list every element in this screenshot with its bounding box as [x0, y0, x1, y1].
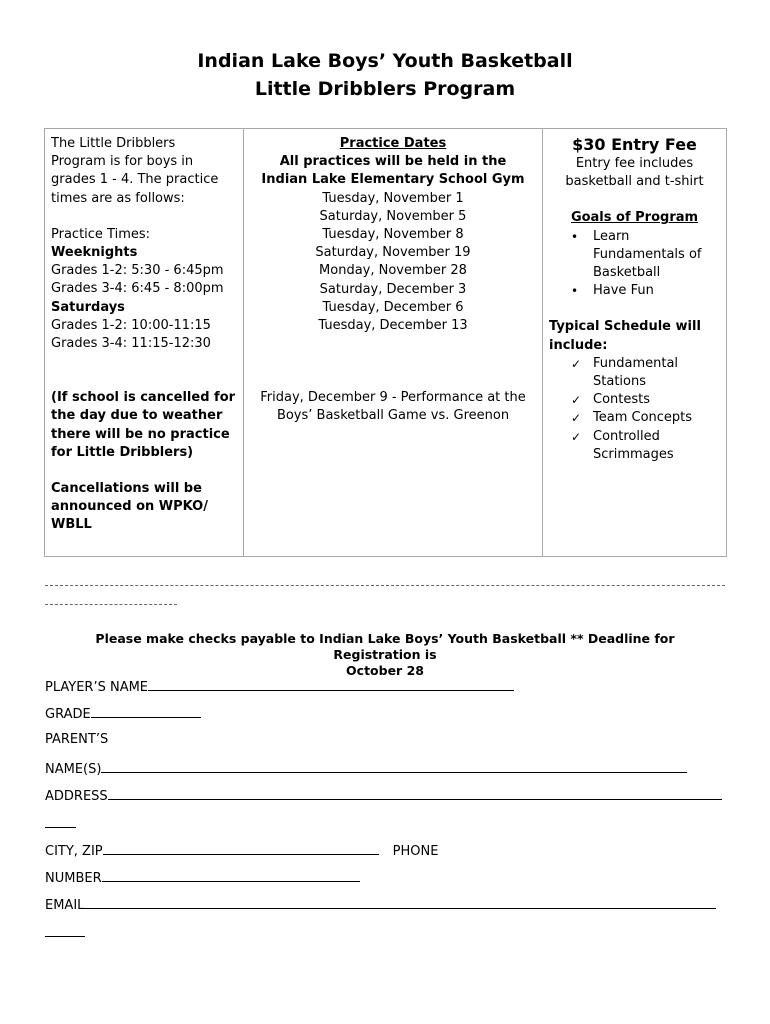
city-zip-label: CITY, ZIP [45, 844, 103, 859]
goals-list [549, 228, 720, 301]
goal-item: • Have Fun [569, 282, 720, 300]
schedule-list [549, 355, 720, 464]
entry-fee: $30 Entry Fee [572, 135, 697, 154]
practice-location: All practices will be held in the Indian Lake Elementary School Gym [261, 154, 525, 188]
player-name-line[interactable] [148, 678, 514, 691]
checkmark-icon: ✓ [571, 393, 582, 408]
practice-dates-heading: Practice Dates [339, 136, 447, 151]
phone-label: PHONE [392, 844, 439, 859]
player-name-field[interactable] [45, 678, 514, 696]
practice-times-label: Practice Times: [51, 226, 151, 242]
player-name-label: PLAYER’S NAME [45, 680, 149, 695]
fee-goals-cell [543, 129, 727, 557]
tear-off-line [45, 585, 725, 586]
schedule-heading: Typical Schedule will include: [549, 319, 701, 353]
email-field[interactable] [45, 896, 716, 914]
practice-date: Saturday, November 5 [319, 208, 467, 224]
schedule-item: ✓ Fundamental Stations [571, 355, 679, 390]
address-field[interactable] [45, 787, 722, 805]
practice-date: Saturday, November 19 [315, 245, 471, 261]
cancellation-note: (If school is cancelled for the day due to weather there will be no practice for Little Dribblers) [51, 390, 236, 460]
cancellation-announcement: Cancellations will be announced on WPKO/ WBLL [51, 481, 208, 533]
bullet-icon: • [571, 284, 579, 299]
checkmark-icon: ✓ [571, 429, 582, 444]
parent-names-field[interactable] [45, 760, 687, 778]
intro-text: The Little Dribblers Program is for boys in grades 1 - 4. The practice times are as follows: [51, 136, 219, 206]
email-line[interactable] [84, 896, 716, 909]
address-line[interactable] [108, 787, 722, 800]
practice-date: Tuesday, December 13 [318, 318, 468, 334]
grade-field[interactable] [45, 705, 201, 723]
schedule-item: ✓ Team Concepts [569, 409, 720, 427]
phone-number-label: NUMBER [45, 871, 102, 886]
email-line-continued[interactable] [45, 924, 85, 937]
email-label: EMAIL [45, 898, 85, 913]
program-info-table [44, 128, 727, 557]
practice-date: Monday, November 28 [319, 263, 467, 279]
email-continuation[interactable] [45, 924, 85, 942]
parent-names-line[interactable] [101, 760, 687, 773]
weeknights-label: Weeknights [51, 245, 138, 261]
address-line-continued[interactable] [45, 815, 76, 828]
schedule-item: ✓ Contests [569, 391, 720, 409]
saturday-time: Grades 3-4: 11:15-12:30 [51, 336, 211, 352]
grade-label: GRADE [45, 707, 91, 722]
city-zip-field[interactable] [45, 842, 438, 860]
practice-dates-cell [244, 129, 543, 557]
practice-date: Tuesday, November 8 [322, 227, 464, 243]
program-details-cell [45, 129, 244, 557]
tear-off-line [45, 604, 177, 605]
checkmark-icon: ✓ [571, 411, 582, 426]
performance-note: Friday, December 9 - Performance at the Boys’ Basketball Game vs. Greenon [260, 390, 526, 424]
weeknight-time: Grades 3-4: 6:45 - 8:00pm [51, 281, 224, 297]
address-continuation[interactable] [45, 815, 76, 833]
address-label: ADDRESS [45, 789, 108, 804]
weeknight-time: Grades 1-2: 5:30 - 6:45pm [51, 263, 224, 279]
goals-heading: Goals of Program [570, 210, 699, 226]
saturday-time: Grades 1-2: 10:00-11:15 [51, 317, 211, 333]
saturdays-label: Saturdays [51, 299, 125, 315]
checkmark-icon: ✓ [571, 356, 582, 371]
practice-date: Saturday, December 3 [319, 281, 467, 297]
flyer-subtitle: Little Dribblers Program [254, 78, 516, 100]
city-zip-line[interactable] [103, 842, 379, 855]
flyer-title: Indian Lake Boys’ Youth Basketball [197, 50, 573, 72]
grade-line[interactable] [91, 705, 201, 718]
phone-number-line[interactable] [102, 869, 360, 882]
parent-names-label: NAME(S) [45, 762, 102, 777]
payment-note: Please make checks payable to Indian Lake Boys’ Youth Basketball ** Deadline for Registration is October 28 [95, 631, 675, 678]
phone-number-field[interactable] [45, 869, 360, 887]
entry-fee-description: Entry fee includes basketball and t-shirt [565, 156, 704, 190]
schedule-item: ✓ Controlled Scrimmages [571, 428, 674, 462]
goal-item: • Learn Fundamentals of Basketball [571, 228, 702, 281]
practice-date: Tuesday, December 6 [322, 299, 464, 315]
practice-date: Tuesday, November 1 [322, 190, 464, 206]
practice-dates-list [250, 190, 536, 336]
parents-label: PARENT’S [45, 732, 109, 747]
bullet-icon: • [571, 229, 579, 244]
